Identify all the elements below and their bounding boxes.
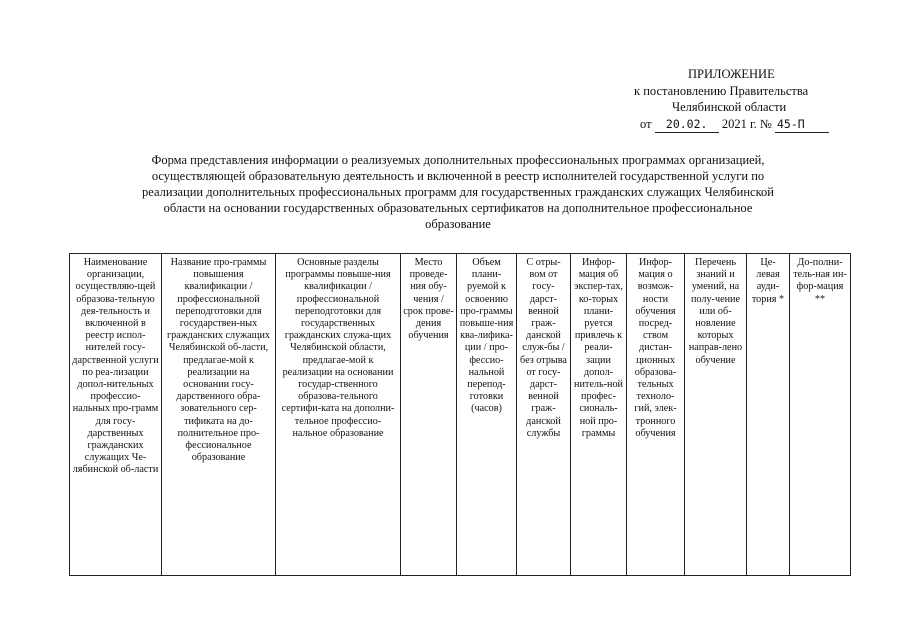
date-prefix: от xyxy=(640,116,652,131)
column-header-volume-hours: Объем плани-руемой к освоению про-граммы повыше-ния ква-лифика-ции / про-фессио-нальной перепод-готовки (часов) xyxy=(457,254,517,576)
column-header-experts: Инфор-мация об экспер-тах, ко-торых плани-руется привлечь к реали-зации допол-нитель-ной профес-сиональ-ной про-граммы xyxy=(571,254,627,576)
number-stamp: 45-П xyxy=(775,117,829,133)
form-title-line: образование xyxy=(425,217,491,231)
column-header-program-name: Название про-граммы повышения квалификации / профессиональной переподготовки для государствен-ных гражданских служащих Челябинской об-ласти, предлагае-мой к реализации на основании госу-дарственного обра-зовательного сер-тификата на до-полнительное про-фессиональное образование xyxy=(162,254,276,576)
appendix-header xyxy=(600,66,880,133)
column-header-place-and-term: Место проведе-ния обу-чения / срок прове-дения обучения xyxy=(401,254,457,576)
column-header-organization: Наименование организации, осуществляю-щей образова-тельную дея-тельность и включенной в реестр испол-нителей госу-дарственной услуги по реа-лизации допол-нительных профессио-нальных про-грамм для госу-дарственных гражданских служащих Че-лябинской об-ласти xyxy=(70,254,162,576)
appendix-title: ПРИЛОЖЕНИЕ xyxy=(688,67,775,81)
appendix-date-row xyxy=(600,116,880,133)
information-form-table xyxy=(69,253,851,576)
column-header-with-or-without-leave: С отры-вом от госу-дарст-венной граж-данской служ-бы / без отрыва от госу-дарст-венной граж-данской службы xyxy=(517,254,571,576)
form-title-line: реализации дополнительных профессиональных программ для государственных гражданских служащих Челябинской xyxy=(142,185,774,199)
appendix-resolution-line: к постановлению Правительства xyxy=(634,83,809,98)
form-title xyxy=(78,152,838,232)
column-header-program-sections: Основные разделы программы повыше-ния квалификации / профессиональной переподготовки для государственных гражданских служа-щих Челябинской области, предлагае-мой к реализации на основании государ-ственного образова-тельного сертифи-ката на дополни-тельное профессио-нальное образование xyxy=(276,254,401,576)
appendix-region-line: Челябинской области xyxy=(672,100,787,114)
column-header-distance-learning: Инфор-мация о возмож-ности обучения посред-ством дистан-ционных образова-тельных техноло-гий, элек-тронного обучения xyxy=(627,254,685,576)
date-stamp: 20.02. xyxy=(655,117,719,133)
form-title-line: области на основании государственных образовательных сертификатов на дополнительное профессиональное xyxy=(163,201,753,215)
form-title-line: осуществляющей образовательную деятельность и включенной в реестр исполнителей государственной услуги по xyxy=(151,169,765,183)
column-header-additional-info: До-полни-тель-ная ин-фор-мация ** xyxy=(790,254,851,576)
column-header-target-audience: Це-левая ауди-тория * xyxy=(747,254,790,576)
table-header-row xyxy=(70,254,851,576)
year-text: 2021 г. № xyxy=(721,116,772,131)
form-title-line: Форма представления информации о реализуемых дополнительных профессиональных программах организацией, xyxy=(151,153,765,167)
column-header-knowledge-skills: Перечень знаний и умений, на полу-чение или об-новление которых направ-лено обучение xyxy=(685,254,747,576)
